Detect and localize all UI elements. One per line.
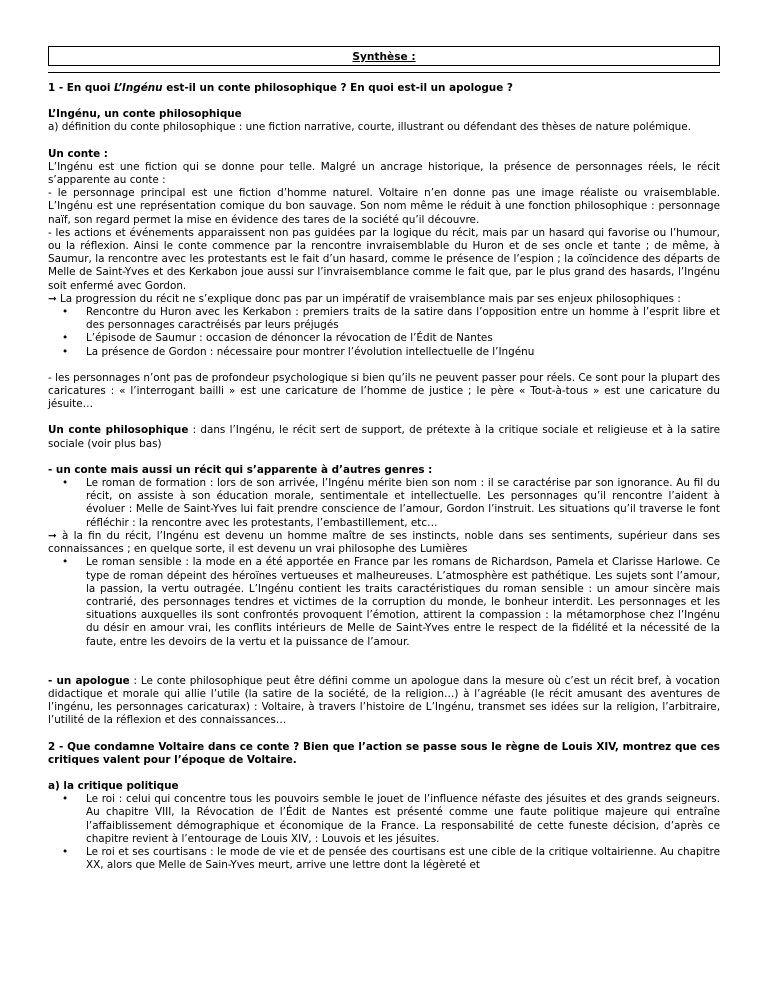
question-1-work-title: L’Ingénu bbox=[114, 82, 163, 94]
apologue-text: : Le conte philosophique peut être défini comme un apologue dans la mesure où c’est un récit bref, à vocation didactique et morale qui allie l’utile (la satire de la société, de la religion…) à l’agréable (le récit amusant des aventures de l’ingénu, les personnages caricaturax) : Voltaire, à travers l’histoire de L’Ingénu, transmet ses idées sur la religion, l’arbitraire, l’utilité de la réflexion et des connaissances… bbox=[48, 674, 720, 727]
list-item: • Rencontre du Huron avec les Kerkabon : premiers traits de la satire dans l’opposition entre un homme à l’esprit libre et des personnages caractréisés par leurs préjugés bbox=[48, 306, 720, 332]
conte-philosophique-paragraph bbox=[48, 424, 720, 450]
autres-genres-heading: - un conte mais aussi un récit qui s’apparente à d’autres genres : bbox=[48, 463, 433, 476]
enjeux-list bbox=[48, 306, 720, 359]
critique-politique-list bbox=[48, 793, 720, 872]
synthesis-title: Synthèse : bbox=[352, 51, 416, 63]
list-item: • Le roman de formation : lors de son arrivée, l’Ingénu mérite bien son nom : il se caractérise par son ignorance. Au fil du récit, on assiste à son éducation morale, sentimentale et intellectuelle. Les personnages qu’il rencontre l’aident à évoluer : Melle de Saint-Yves lui fait prendre conscience de l’amour, Gordon l’instruit. Les situations qu’il traverse le font réfléchir : la rencontre avec les protestants, l’embastillement, etc… bbox=[48, 477, 720, 530]
formation-conclusion-paragraph: ➞ à la fin du récit, l’Ingénu est devenu un homme maître de ses instincts, noble dans ses sentiments, supérieur dans ses connaissances ; en quelque sorte, il est devenu un vrai philosophe des Lumières bbox=[48, 529, 720, 556]
apologue-paragraph bbox=[48, 675, 720, 728]
actions-evenements-paragraph: - les actions et événements apparaissent non pas guidées par la logique du récit, mais par un hasard qui favorise ou l’humour, ou la réflexion. Ainsi le conte commence par la rencontre invraisemblable du Huron et de ses oncle et tante ; de même, à Saumur, la rencontre avec les protestants est le fait d’un hasard, comme le présence de l’espion ; la coïncidence des départs de Melle de Saint-Yves et des Kerkabon joue aussi sur l’invraisemblance comme le fait que, par le plus grand des hasards, l’Ingénu soit enfermé avec Gordon. bbox=[48, 226, 720, 292]
conte-philosophique-text: : dans l’Ingénu, le récit sert de support, de prétexte à la critique sociale et religieuse et à la satire sociale (voir plus bas) bbox=[48, 424, 720, 450]
list-item: • L’épisode de Saumur : occasion de dénoncer la révocation de l’Édit de Nantes bbox=[48, 332, 720, 345]
conte-philosophique-heading: Un conte philosophique bbox=[48, 424, 189, 437]
synthesis-title-box bbox=[48, 46, 720, 66]
question-1-suffix: est-il un conte philosophique ? En quoi est-il un apologue ? bbox=[162, 82, 513, 94]
personnages-paragraph: - les personnages n’ont pas de profondeur psychologique si bien qu’ils ne peuvent passer pour réels. Ce sont pour la plupart des caricatures : « l’interrogant bailli » est une caricature de l’homme de justice ; le père « Tout-à-tous » est une caricature du jésuite… bbox=[48, 371, 720, 411]
question-1 bbox=[48, 82, 720, 95]
title-rule bbox=[48, 72, 720, 73]
list-item: • Le roi : celui qui concentre tous les pouvoirs semble le jouet de l’influence néfaste des jésuites et des grands seigneurs. Au chapitre VIII, la Révocation de l’Édit de Nantes est présenté comme une faute politique majeure qui entraîne l’affaiblissement démographique et économique de la France. La responsabilité de cette funeste décision, d’après ce chapitre revient à l’entourage de Louis XIV, : Louvois et les jésuites. bbox=[48, 793, 720, 846]
definition-paragraph: a) définition du conte philosophique : une fiction narrative, courte, illustrant ou défendant des thèses de nature polémique. bbox=[48, 121, 691, 134]
progression-paragraph: ➞ La progression du récit ne s’explique donc pas par un impératif de vraisemblance mais par ses enjeux philosophiques : bbox=[48, 292, 681, 305]
conte-intro-paragraph: L’Ingénu est une fiction qui se donne pour telle. Malgré un ancrage historique, la présence de personnages réels, le récit s’apparente au conte : bbox=[48, 160, 720, 187]
apologue-heading: - un apologue bbox=[48, 674, 130, 687]
question-2: 2 - Que condamne Voltaire dans ce conte ? Bien que l’action se passe sous le règne de Louis XIV, montrez que ces critiques valent pour l’époque de Voltaire. bbox=[48, 740, 720, 766]
critique-politique-heading: a) la critique politique bbox=[48, 779, 179, 792]
list-item: • Le roman sensible : la mode en a été apportée en France par les romans de Richardson, Pamela et Clarisse Harlowe. Ce type de roman dépeint des héroïnes vertueuses et malheureuses. L’atmosphère est pathétique. Les sujets sont l’amour, la passion, la vertu outragée. L’Ingénu contient les traits caractéristiques du roman sensible : un amour sincère mais contrarié, des personnages tendres et victimes de la corruption du monde, le bonheur interdit. Les personnages et les situations auxquelles ils sont confrontés provoquent l’émotion, attirent la compassion : la métamorphose chez l’Ingénu du désir en amour vrai, les conflits intérieurs de Melle de Saint-Yves entre le respect de la fidélité et la nécessité de la faute, entre les devoirs de la vertu et la puissance de l’amour. bbox=[48, 556, 720, 648]
list-item: • Le roi et ses courtisans : le mode de vie et de pensée des courtisans est une cible de la critique voltairienne. Au chapitre XX, alors que Melle de Sain-Yves meurt, arrive une lettre dont la légèreté et bbox=[48, 846, 720, 872]
list-item: • La présence de Gordon : nécessaire pour montrer l’évolution intellectuelle de l’Ingénu bbox=[48, 346, 720, 359]
personnage-principal-paragraph: - le personnage principal est une fiction d’homme naturel. Voltaire n’en donne pas une image réaliste ou vraisemblable. L’Ingénu est une représentation comique du bon sauvage. Son nom même le réduit à une fonction philosophique : personnage naïf, son regard permet la mise en évidence des tares de la société qu’il découvre. bbox=[48, 187, 720, 226]
genres-list-1 bbox=[48, 477, 720, 530]
section-conte-heading: Un conte : bbox=[48, 147, 108, 160]
document-page bbox=[48, 46, 720, 872]
question-1-prefix: 1 - En quoi bbox=[48, 82, 115, 94]
genres-list-2 bbox=[48, 556, 720, 648]
section-conte-philosophique-heading: L’Ingénu, un conte philosophique bbox=[48, 108, 242, 121]
